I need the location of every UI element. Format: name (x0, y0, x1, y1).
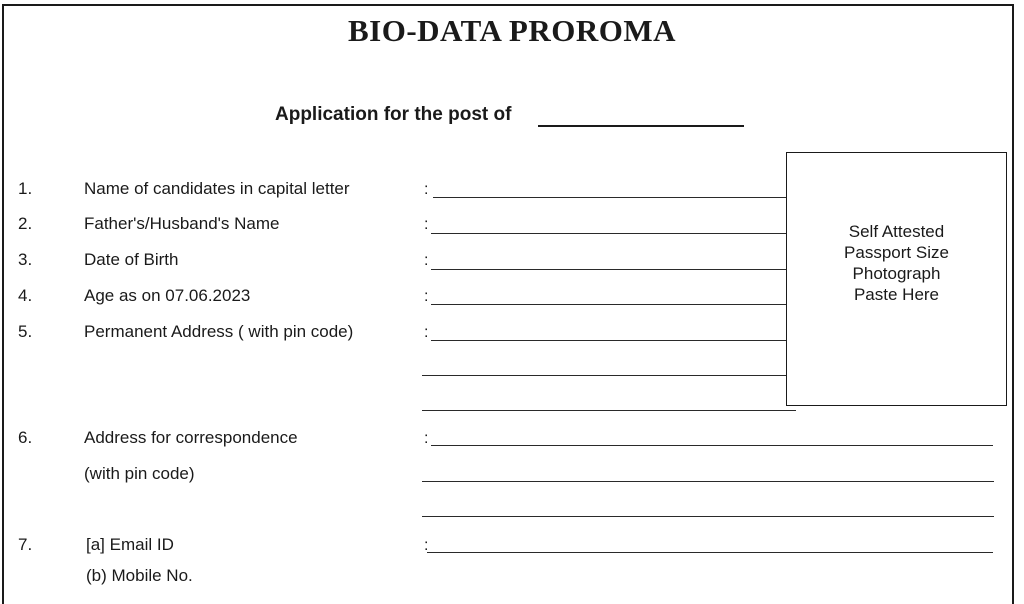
field-label-father-husband-name: Father's/Husband's Name (84, 214, 280, 233)
permanent-address-blank-line-2[interactable] (422, 375, 786, 376)
email-blank-line[interactable] (441, 552, 993, 553)
field-number: 1. (18, 179, 33, 198)
field-number: 5. (18, 322, 33, 341)
form-title: BIO-DATA PROROMA (347, 13, 677, 48)
photo-line: Passport Size (844, 243, 949, 262)
photo-line: Self Attested (848, 222, 945, 241)
correspondence-address-blank-line-2[interactable] (422, 481, 994, 482)
post-blank-line[interactable] (538, 125, 744, 127)
field-label-correspondence-address: Address for correspondence (84, 428, 298, 447)
field-label-date-of-birth: Date of Birth (84, 250, 179, 269)
field-number: 4. (18, 286, 33, 305)
correspondence-address-blank-line-3[interactable] (422, 516, 994, 517)
photo-line: Paste Here (853, 285, 940, 304)
photograph-instructions (787, 221, 1006, 305)
field-colon: : (424, 324, 429, 341)
field-colon: : (424, 181, 429, 198)
post-label: Application for the post of (275, 104, 512, 125)
field-colon: : (424, 430, 429, 447)
field-colon: : (424, 216, 429, 233)
permanent-address-blank-line-1[interactable] (431, 340, 786, 341)
field-label-correspondence-pin: (with pin code) (84, 464, 195, 483)
field-colon: : (424, 288, 429, 305)
field-colon: : (424, 252, 429, 269)
field-number: 3. (18, 250, 33, 269)
name-blank-line[interactable] (433, 197, 786, 198)
field-number: 6. (18, 428, 33, 447)
correspondence-address-blank-line-1[interactable] (431, 445, 993, 446)
email-blank-line-start[interactable] (427, 552, 441, 553)
age-blank-line[interactable] (431, 304, 786, 305)
field-label-email: [a] Email ID (86, 535, 174, 554)
father-husband-name-blank-line[interactable] (431, 233, 786, 234)
permanent-address-blank-line-3[interactable] (422, 410, 796, 411)
photograph-box (786, 152, 1007, 406)
field-label-permanent-address: Permanent Address ( with pin code) (84, 322, 354, 341)
field-label-name: Name of candidates in capital letter (84, 179, 350, 198)
field-label-mobile: (b) Mobile No. (86, 566, 193, 585)
photo-line: Photograph (852, 264, 941, 283)
field-colon: : (424, 537, 429, 554)
field-number: 7. (18, 535, 33, 554)
date-of-birth-blank-line[interactable] (431, 269, 786, 270)
field-label-age: Age as on 07.06.2023 (84, 286, 251, 305)
field-number: 2. (18, 214, 33, 233)
